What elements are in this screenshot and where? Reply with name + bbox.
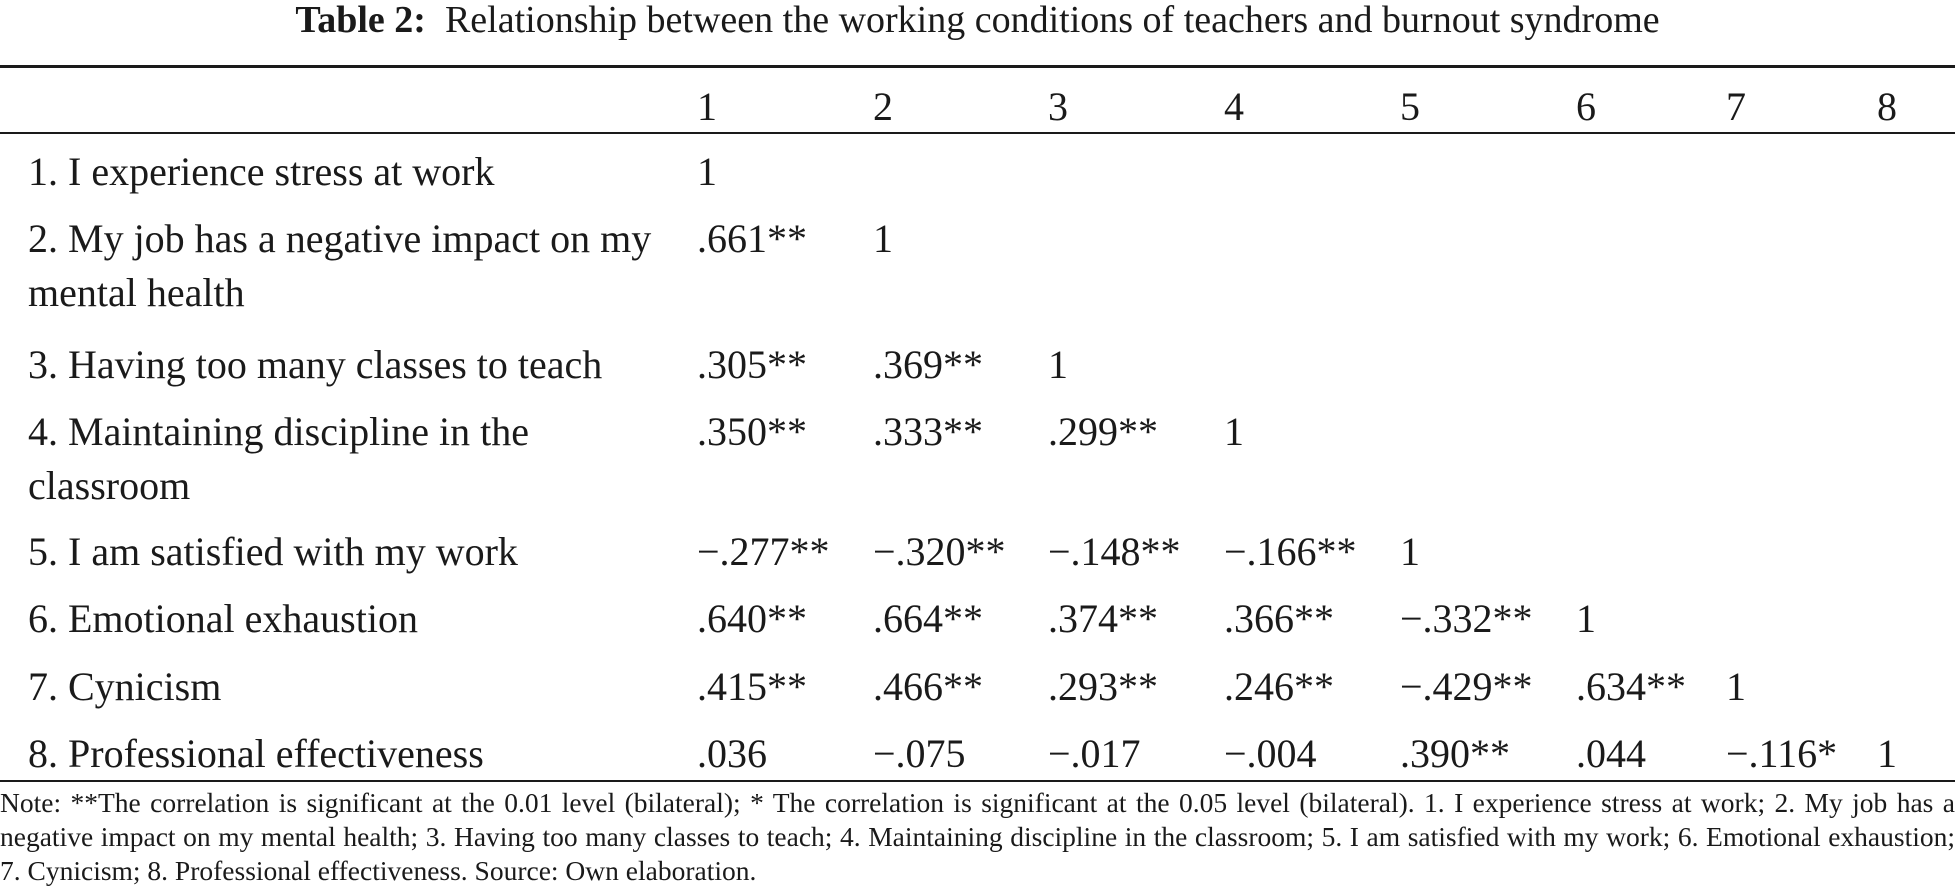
- table-cell: .366**: [1224, 596, 1334, 641]
- table-cell: 1: [1400, 529, 1420, 574]
- column-header-7: 7: [1726, 84, 1746, 129]
- column-header-4: 4: [1224, 84, 1244, 129]
- table-cell: 1: [1224, 409, 1244, 454]
- table-cell: −.017: [1048, 731, 1141, 776]
- table-cell: −.332**: [1400, 596, 1533, 641]
- table-cell: .374**: [1048, 596, 1158, 641]
- table-cell: .246**: [1224, 664, 1334, 709]
- table-cell: .350**: [697, 409, 807, 454]
- table-cell: .293**: [1048, 664, 1158, 709]
- table-caption: [0, 0, 1955, 40]
- table-cell: .640**: [697, 596, 807, 641]
- table-cell: .299**: [1048, 409, 1158, 454]
- column-header-5: 5: [1400, 84, 1420, 129]
- table-cell: −.148**: [1048, 529, 1181, 574]
- table-cell: −.116*: [1726, 731, 1838, 776]
- table-cell: .661**: [697, 216, 807, 261]
- row-label-2: 2. My job has a negative impact on my mental health: [28, 216, 652, 315]
- table-header-rule: [0, 132, 1955, 134]
- table-caption-text: Relationship between the working conditions of teachers and burnout syndrome: [444, 0, 1660, 41]
- row-label-6: 6. Emotional exhaustion: [28, 596, 418, 641]
- table-cell: 1: [1877, 731, 1897, 776]
- column-header-8: 8: [1877, 84, 1897, 129]
- table-cell: .390**: [1400, 731, 1510, 776]
- row-label-1: 1. I experience stress at work: [28, 149, 495, 194]
- row-label-8: 8. Professional effectiveness: [28, 731, 484, 776]
- column-header-6: 6: [1576, 84, 1596, 129]
- table-cell: −.166**: [1224, 529, 1357, 574]
- column-header-3: 3: [1048, 84, 1068, 129]
- table-cell: 1: [1048, 342, 1068, 387]
- table-cell: .634**: [1576, 664, 1686, 709]
- table-cell: 1: [1576, 596, 1596, 641]
- table-top-rule: [0, 65, 1955, 68]
- row-label-3: 3. Having too many classes to teach: [28, 342, 603, 387]
- table-cell: −.429**: [1400, 664, 1533, 709]
- table-cell: .305**: [697, 342, 807, 387]
- table-cell: .369**: [873, 342, 983, 387]
- table-cell: 1: [1726, 664, 1746, 709]
- table-cell: .044: [1576, 731, 1646, 776]
- table-cell: .333**: [873, 409, 983, 454]
- row-label-7: 7. Cynicism: [28, 664, 222, 709]
- table-cell: .466**: [873, 664, 983, 709]
- table-cell: −.004: [1224, 731, 1317, 776]
- table-cell: 1: [697, 149, 717, 194]
- table-cell: −.320**: [873, 529, 1006, 574]
- table-cell: −.075: [873, 731, 966, 776]
- table-cell: .415**: [697, 664, 807, 709]
- row-label-5: 5. I am satisfied with my work: [28, 529, 518, 574]
- table-note: Note: **The correlation is significant at the 0.01 level (bilateral); * The correlation is significant at the 0.05 level (bilateral). 1. I experience stress at work; 2. My job has a negative impact on my mental health; 3. Having too many classes to teach; 4. Maintaining discipline in the classroom; 5. I am satisfied with my work; 6. Emotional exhaustion; 7. Cynicism; 8. Professional effectiveness. Source: Own elaboration.: [0, 787, 1955, 886]
- table-cell: .664**: [873, 596, 983, 641]
- column-header-2: 2: [873, 84, 893, 129]
- table-caption-label: Table 2:: [295, 0, 426, 41]
- row-label-4: 4. Maintaining discipline in the classroom: [28, 409, 530, 508]
- table-cell: −.277**: [697, 529, 830, 574]
- table-cell: .036: [697, 731, 767, 776]
- table-cell: 1: [873, 216, 893, 261]
- column-header-1: 1: [697, 84, 717, 129]
